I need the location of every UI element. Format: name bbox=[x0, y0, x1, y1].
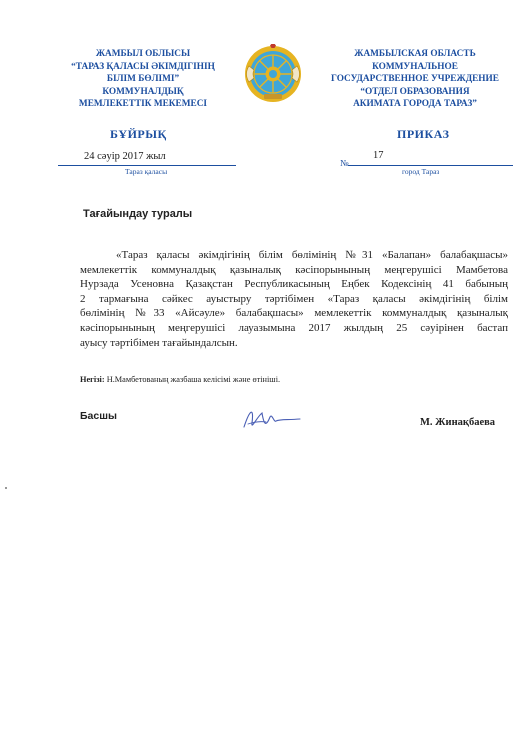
body-line: Нурзада Усеновна Қазақстан Республикасының Еңбек Кодексінің 41 бабының bbox=[80, 278, 508, 291]
signature-icon bbox=[240, 403, 304, 435]
basis-label: Негізі: bbox=[80, 375, 105, 384]
org-line: АКИМАТА ГОРОДА ТАРАЗ” bbox=[353, 99, 477, 110]
org-line: БІЛІМ БӨЛІМІ” bbox=[106, 74, 180, 85]
number-rule bbox=[348, 165, 513, 166]
order-subject: Тағайындау туралы bbox=[83, 208, 193, 220]
org-line: ГОСУДАРСТВЕННОЕ УЧРЕЖДЕНИЕ bbox=[331, 74, 499, 85]
order-number: 17 bbox=[373, 150, 384, 161]
number-sign: № bbox=[340, 158, 349, 168]
place-russian: город Тараз bbox=[402, 167, 440, 176]
body-line: ауысу тәртібімен тағайындалсын. bbox=[80, 336, 238, 349]
org-line: КОММУНАЛДЫҚ bbox=[102, 86, 184, 97]
head-name: М. Жинақбаева bbox=[420, 417, 496, 428]
order-body bbox=[80, 248, 508, 350]
russian-org-header bbox=[320, 48, 510, 111]
basis-note bbox=[80, 375, 280, 384]
date-rule bbox=[58, 165, 236, 166]
org-line: ЖАМБЫЛ ОБЛЫСЫ bbox=[95, 49, 191, 59]
basis-text: Н.Мамбетованың жазбаша келісімі және өтініші. bbox=[104, 375, 281, 384]
doc-type-kazakh: БҰЙРЫҚ bbox=[110, 127, 167, 141]
body-line: кәсіпорынының меңгерушісі лауазымына 2017 жылдың 25 сәуірінен бастап bbox=[80, 321, 508, 334]
body-line: «Тараз қаласы әкімдігінің білім бөлімінің №31 «Балапан» балабақшасы» bbox=[116, 249, 508, 261]
org-line: ЖАМБЫЛСКАЯ ОБЛАСТЬ bbox=[354, 49, 476, 59]
kazakh-org-header bbox=[48, 48, 238, 111]
org-line: “ТАРАЗ ҚАЛАСЫ ӘКІМДІГІНІҢ bbox=[71, 61, 215, 72]
body-line: 2 тармағына сәйкес ауыстыру тәртібімен «Тараз қаласы әкімдігінің білім bbox=[80, 292, 508, 305]
body-line: бөлімінің №33 «Айсәуле» балабақшасы» мемлекеттік коммуналдық қазыналық bbox=[80, 307, 508, 320]
order-date: 24 сәуір 2017 жыл bbox=[84, 151, 166, 162]
org-line: КОММУНАЛЬНОЕ bbox=[372, 61, 458, 72]
scan-speck bbox=[5, 487, 7, 489]
org-line: МЕМЛЕКЕТТІК МЕКЕМЕСІ bbox=[78, 99, 208, 110]
state-emblem-icon bbox=[243, 44, 303, 104]
org-line: “ОТДЕЛ ОБРАЗОВАНИЯ bbox=[360, 86, 470, 97]
body-line: мемлекеттік коммуналдық қазыналық кәсіпорынының меңгерушісі Мамбетова bbox=[80, 263, 508, 276]
doc-type-russian: ПРИКАЗ bbox=[397, 127, 450, 141]
head-title: Басшы bbox=[80, 410, 117, 422]
place-kazakh: Тараз қаласы bbox=[125, 167, 168, 176]
